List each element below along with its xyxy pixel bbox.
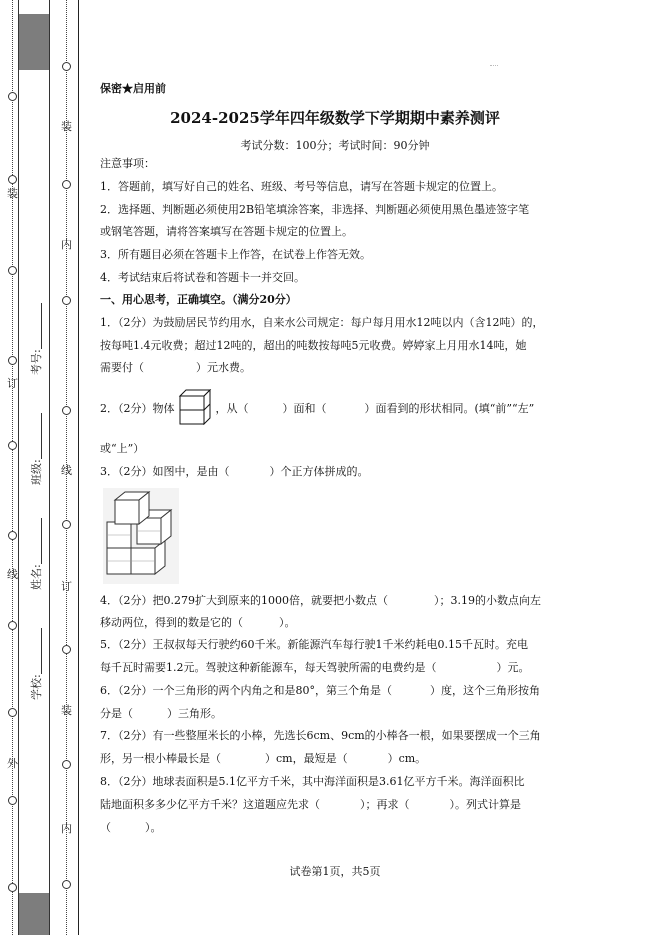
inner-char: 装 [61, 704, 72, 717]
binding-hole [8, 796, 17, 805]
page-footer: 试卷第1页，共5页 [289, 865, 381, 878]
field-exam-no[interactable]: 考号: [28, 303, 44, 375]
q4-line2: 移动两位，得到的数是它的（ ）。 [100, 616, 296, 629]
q4-line1: 4．（2分）把0.279扩大到原来的1000倍，就要把小数点（ ）；3.19的小数点向左 [100, 594, 541, 607]
outer-char: 外 [7, 757, 18, 770]
q1-line3: 需要付（ ）元水费。 [100, 361, 251, 374]
binding-hole [8, 266, 17, 275]
q2-line1: 2．（2分）物体 ，从（ ）面和（ ）面看到的形状相同。(填“前”“左” [100, 402, 534, 416]
inner-char: 内 [61, 238, 72, 251]
q6-line1: 6．（2分）一个三角形的两个内角之和是80°，第三个角是（ ）度，这个三角形按角 [100, 684, 540, 697]
binding-hole [62, 520, 71, 529]
outer-char: 订 [7, 377, 18, 390]
q3-line1: 3．（2分）如图中，是由（ ）个正方体拼成的。 [100, 465, 369, 478]
binding-hole [8, 356, 17, 365]
cube-stack-figure [103, 488, 179, 584]
inner-char: 线 [61, 464, 72, 477]
inner-char: 内 [61, 822, 72, 835]
q8-line3: （ ）。 [100, 821, 162, 834]
binding-hole [8, 883, 17, 892]
binding-hole [8, 621, 17, 630]
q6-line2: 分是（ ）三角形。 [100, 707, 222, 720]
binding-shade-top [19, 14, 49, 70]
page-title: 2024-2025学年四年级数学下学期期中素养测评 [170, 109, 500, 127]
binding-hole [62, 645, 71, 654]
secret-label: 保密★启用前 [100, 82, 166, 95]
scan-speck [490, 65, 498, 69]
q8-line1: 8．（2分）地球表面积是5.1亿平方千米，其中海洋面积是3.61亿平方千米。海洋面积比 [100, 775, 525, 788]
note-item: 4．考试结束后将试卷和答题卡一并交回。 [100, 271, 305, 284]
q1-line2: 按每吨1.4元收费；超过12吨的，超出的吨数按每吨5元收费。婷婷家上月用水14吨，她 [100, 339, 527, 352]
binding-shade-bottom [19, 893, 49, 935]
field-school[interactable]: 学校: [28, 628, 44, 700]
outer-char: 线 [7, 568, 18, 581]
stacked-cubes-icon [178, 389, 212, 425]
field-name[interactable]: 姓名: [28, 518, 44, 590]
q1-line1: 1．（2分）为鼓励居民节约用水，自来水公司规定：每户每月用水12吨以内（含12吨）的， [100, 316, 544, 329]
page-edge-line [78, 0, 79, 935]
binding-hole [62, 296, 71, 305]
q2-line2: 或“上”） [100, 442, 145, 455]
binding-strip [0, 0, 80, 935]
inner-char: 订 [61, 580, 72, 593]
binding-hole [62, 62, 71, 71]
note-item: 2．选择题、判断题必须使用2B铅笔填涂答案，非选择、判断题必须使用黑色墨迹签字笔 [100, 203, 530, 216]
binding-hole [8, 175, 17, 184]
notes-heading: 注意事项： [100, 157, 155, 170]
q5-line1: 5．（2分）王叔叔每天行驶约60千米。新能源汽车每行驶1千米约耗电0.15千瓦时。充电 [100, 638, 528, 651]
exam-meta: 考试分数：100分；考试时间：90分钟 [240, 139, 430, 152]
q7-line2: 形，另一根小棒最长是（ ）cm，最短是（ ）cm。 [100, 752, 427, 765]
field-class[interactable]: 班级: [28, 413, 44, 485]
q5-line2: 每千瓦时需要1.2元。驾驶这种新能源车，每天驾驶所需的电费约是（ ）元。 [100, 661, 530, 674]
binding-hole [8, 441, 17, 450]
note-item: 或钢笔答题，请将答案填写在答题卡规定的位置上。 [100, 225, 353, 238]
binding-hole [62, 880, 71, 889]
binding-hole [62, 180, 71, 189]
note-item: 3．所有题目必须在答题卡上作答，在试卷上作答无效。 [100, 248, 371, 261]
binding-hole [8, 92, 17, 101]
binding-hole [62, 406, 71, 415]
binding-hole [8, 531, 17, 540]
inner-char: 装 [61, 120, 72, 133]
outer-char: 装 [7, 187, 18, 200]
binding-hole [62, 760, 71, 769]
note-item: 1．答题前，填写好自己的姓名、班级、考号等信息，请写在答题卡规定的位置上。 [100, 180, 503, 193]
q8-line2: 陆地面积多多少亿平方千米？这道题应先求（ ）；再求（ ）。列式计算是 [100, 798, 521, 811]
q7-line1: 7．（2分）有一些整厘米长的小棒，先选长6cm、9cm的小棒各一根，如果要摆成一个三角 [100, 729, 541, 742]
outer-cut-line [12, 0, 13, 935]
section-heading: 一、用心思考，正确填空。（满分20分） [100, 293, 297, 306]
binding-hole [8, 708, 17, 717]
